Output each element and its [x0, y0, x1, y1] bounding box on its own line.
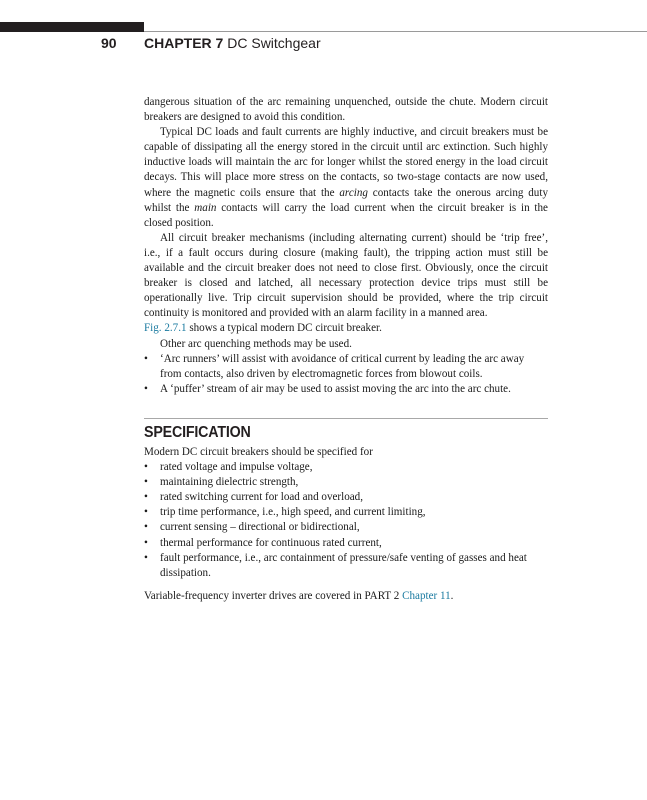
figure-link[interactable]: Fig. 2.7.1: [144, 322, 187, 335]
paragraph-figure-reference: [144, 321, 548, 336]
list-item: • A ‘puffer’ stream of air may be used to assist moving the arc into the arc chute.: [144, 382, 548, 397]
closing-paragraph: [144, 589, 548, 604]
page-number: 90: [101, 35, 117, 51]
list-item: • rated voltage and impulse voltage,: [144, 460, 548, 475]
chapter-label: CHAPTER 7: [144, 35, 224, 51]
list-item: • rated switching current for load and overload,: [144, 490, 548, 505]
para2-emphasis-arcing: arcing: [339, 186, 368, 199]
header-bar: [0, 22, 144, 32]
list-item: • thermal performance for continuous rated current,: [144, 536, 548, 551]
header-rule: [144, 31, 647, 32]
chapter-link[interactable]: Chapter 11: [402, 589, 451, 602]
specification-intro: Modern DC circuit breakers should be specified for: [144, 445, 373, 458]
paragraph-trip-free: All circuit breaker mechanisms (including alternating current) should be ‘trip free’, i.e., if a fault occurs during closure (making fault), the tripping action must still be available and the circuit breaker does not need to close first. Obviously, once the circuit breaker is closed and latched, all necessary protection device trips must still be operationally live. Trip circuit supervision should be provided, where the trip circuit continuity is monitored and provided with an alarm facility in a manned area.: [144, 231, 548, 320]
para2-text-1: Typical DC loads and fault currents are highly inductive, and circuit breakers must be capable of dissipating all the energy stored in the circuit until arc extinction. Such highly inductive loads will maintain the arc for longer whilst the stored energy in the load circuit decays. This will place more stress on the contacts, so two-stage contacts are now used, where the magnetic coils ensure that the: [144, 126, 548, 199]
running-head: [144, 35, 321, 51]
para2-text-3: contacts will carry the load current when the circuit breaker is in the closed position.: [144, 201, 548, 229]
section-heading: SPECIFICATION: [144, 423, 251, 441]
page-content: [144, 95, 548, 604]
arc-methods-list: [144, 352, 548, 397]
paragraph-arc-unquenched: dangerous situation of the arc remaining unquenched, outside the chute. Modern circuit breakers are designed to avoid this condition.: [144, 96, 548, 124]
list-item: • trip time performance, i.e., high speed, and current limiting,: [144, 505, 548, 520]
closing-text: Variable-frequency inverter drives are covered in PART 2: [144, 589, 403, 602]
section-divider: [144, 418, 548, 419]
specification-list: [144, 460, 548, 581]
list-item: • current sensing – directional or bidirectional,: [144, 520, 548, 535]
para2-emphasis-main: main: [194, 201, 217, 214]
list-item: • ‘Arc runners’ will assist with avoidance of critical current by leading the arc away from contacts, also driven by electromagnetic forces from blowout coils.: [144, 352, 548, 382]
para2-text-2: contacts take the onerous arcing duty whilst the: [144, 186, 548, 214]
chapter-title: DC Switchgear: [227, 35, 321, 51]
list-item: • maintaining dielectric strength,: [144, 475, 548, 490]
list-item: • fault performance, i.e., arc containment of pressure/safe venting of gasses and heat dissipation.: [144, 551, 548, 581]
paragraph-inductive-loads: [144, 125, 548, 231]
figure-reference-text: shows a typical modern DC circuit breaker.: [186, 322, 382, 335]
closing-period: .: [450, 589, 454, 602]
paragraph-other-methods: Other arc quenching methods may be used.: [160, 337, 352, 350]
